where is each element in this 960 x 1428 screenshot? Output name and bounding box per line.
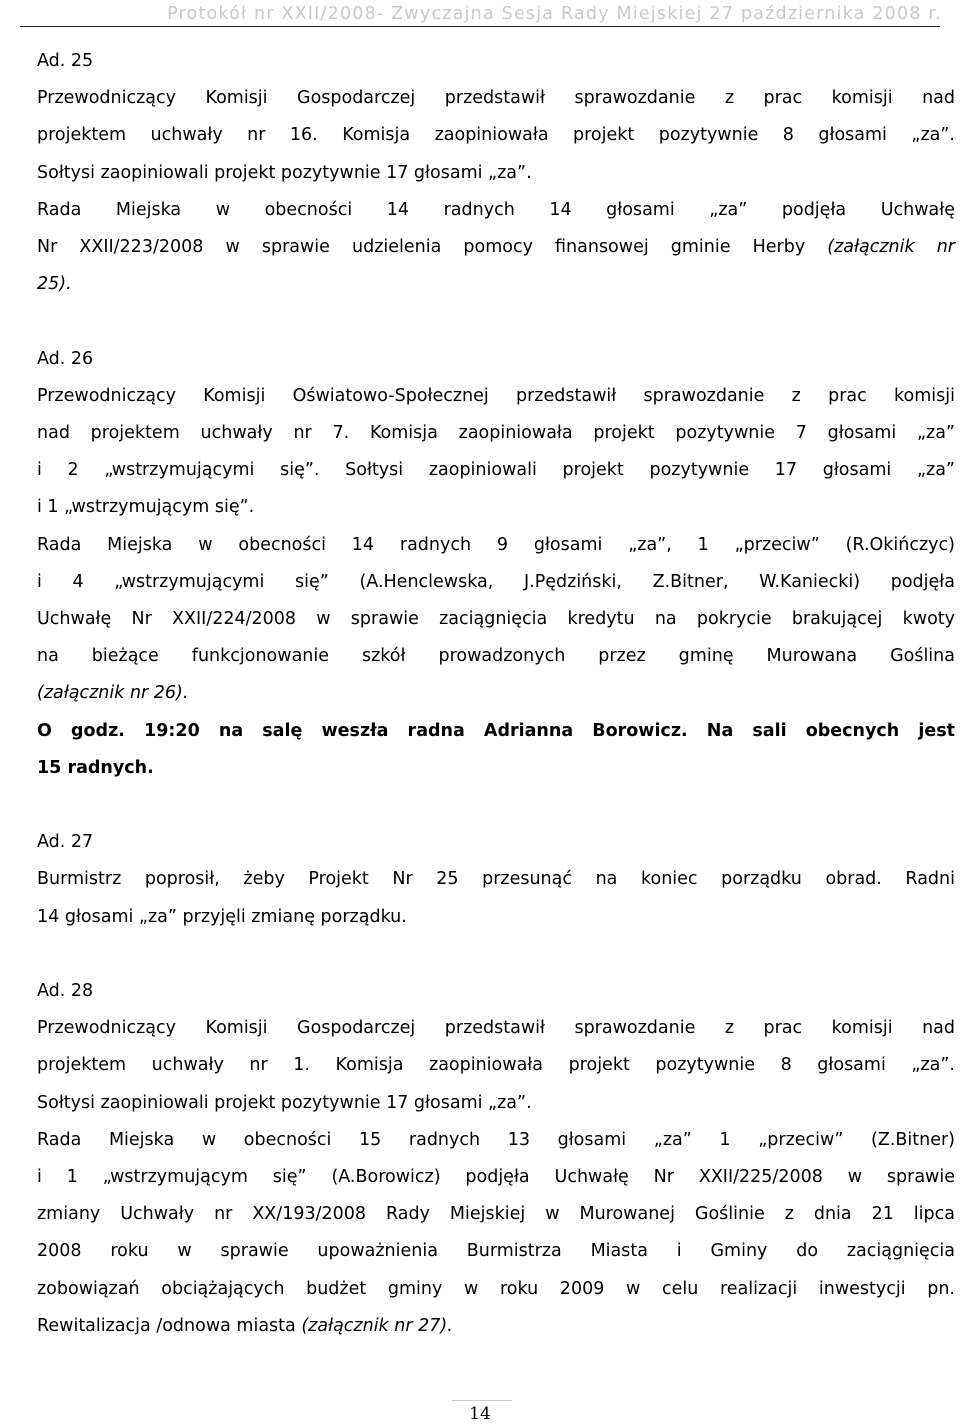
text-line: Przewodniczący Komisji Oświatowo-Społecznej przedstawił sprawozdanie z prac komisji [37,385,955,406]
text-line: i 1 „wstrzymującym się”. [37,497,255,518]
text-line: Burmistrz poprosił, żeby Projekt Nr 25 przesunąć na koniec porządku obrad. Radni [37,869,955,890]
section-ad-28 [37,973,955,1345]
text-line: i 4 „wstrzymującymi się” (A.Henclewska, J.Pędziński, Z.Bitner, W.Kaniecki) podjęła [37,571,955,592]
page-number: 14 [469,1404,491,1424]
header-divider [20,26,940,27]
text-line [37,1308,955,1345]
text-line: Rada Miejska w obecności 15 radnych 13 głosami „za” 1 „przeciw” (Z.Bitner) [37,1129,955,1150]
text-line: i 2 „wstrzymującymi się”. Sołtysi zaopiniowali projekt pozytywnie 17 głosami „za” [37,460,955,481]
text-line: nad projektem uchwały nr 7. Komisja zaopiniowała projekt pozytywnie 7 głosami „za” [37,423,955,444]
text-line: Sołtysi zaopiniowali projekt pozytywnie 17 głosami „za”. [37,162,532,183]
text-line [37,229,955,266]
text-line: Przewodniczący Komisji Gospodarczej przedstawił sprawozdanie z prac komisji nad [37,88,955,109]
document-body [37,43,955,1345]
text-line: projektem uchwały nr 1. Komisja zaopiniowała projekt pozytywnie 8 głosami „za”. [37,1055,955,1076]
section-ad-27 [37,824,955,936]
text-line: na bieżące funkcjonowanie szkół prowadzonych przez gminę Murowana Goślina [37,646,955,667]
page-header-title: Protokół nr XXII/2008- Zwyczajna Sesja Rady Miejskiej 27 października 2008 r. [167,4,942,24]
section-title: Ad. 27 [37,832,94,853]
text-line: projektem uchwały nr 16. Komisja zaopiniowała projekt pozytywnie 8 głosami „za”. [37,125,955,146]
attachment-reference: (załącznik nr [827,237,955,258]
section-title: Ad. 26 [37,348,94,369]
text-line: Rada Miejska w obecności 14 radnych 9 głosami „za”, 1 „przeciw” (R.Okińczyc) [37,534,955,555]
attachment-reference: (załącznik nr 26). [37,683,189,704]
footer-divider [452,1400,512,1401]
section-ad-26 [37,341,955,787]
text-fragment: Nr XXII/223/2008 w sprawie udzielenia pomocy finansowej gminie Herby [37,237,828,258]
section-ad-25 [37,43,955,303]
text-line: Rada Miejska w obecności 14 radnych 14 głosami „za” podjęła Uchwałę [37,199,955,220]
text-line: i 1 „wstrzymującym się” (A.Borowicz) podjęła Uchwałę Nr XXII/225/2008 w sprawie [37,1167,955,1188]
text-line: Przewodniczący Komisji Gospodarczej przedstawił sprawozdanie z prac komisji nad [37,1018,955,1039]
bold-notice-line: 15 radnych. [37,757,154,778]
attachment-reference: 25). [37,274,72,295]
text-line: 14 głosami „za” przyjęli zmianę porządku. [37,906,407,927]
text-line: Uchwałę Nr XXII/224/2008 w sprawie zaciągnięcia kredytu na pokrycie brakującej kwoty [37,609,955,630]
text-line: zobowiązań obciążających budżet gminy w roku 2009 w celu realizacji inwestycji pn. [37,1278,955,1299]
text-line: Sołtysi zaopiniowali projekt pozytywnie 17 głosami „za”. [37,1092,532,1113]
attachment-reference: (załącznik nr 27). [301,1315,453,1336]
text-line: 2008 roku w sprawie upoważnienia Burmistrza Miasta i Gminy do zaciągnięcia [37,1241,955,1262]
text-line: zmiany Uchwały nr XX/193/2008 Rady Miejskiej w Murowanej Goślinie z dnia 21 lipca [37,1204,955,1225]
bold-notice-line: O godz. 19:20 na salę weszła radna Adrianna Borowicz. Na sali obecnych jest [37,720,955,741]
section-title: Ad. 25 [37,51,94,71]
text-fragment: Rewitalizacja /odnowa miasta [37,1315,302,1336]
section-title: Ad. 28 [37,981,94,1002]
